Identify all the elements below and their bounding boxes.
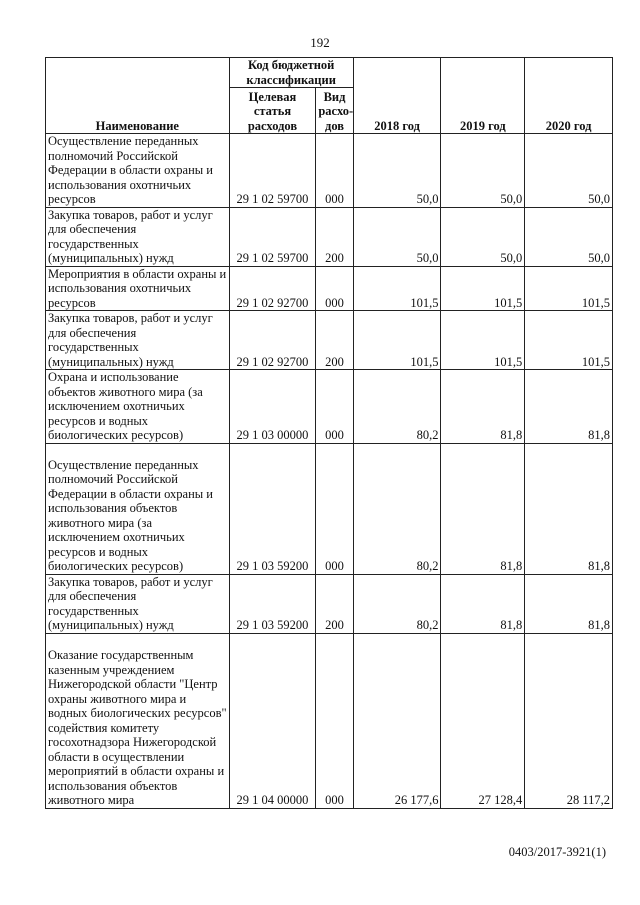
row-target-article: 29 1 02 92700	[229, 266, 316, 311]
row-value-2020: 81,8	[525, 370, 613, 444]
row-expense-type: 200	[316, 311, 353, 370]
row-expense-type: 000	[316, 443, 353, 574]
document-code: 0403/2017-3921(1)	[508, 845, 606, 859]
row-name: Мероприятия в области охраны и использования охотничьих ресурсов	[46, 266, 230, 311]
row-value-2020: 101,5	[525, 311, 613, 370]
row-value-2019: 81,8	[441, 574, 525, 633]
row-value-2020: 81,8	[525, 443, 613, 574]
row-value-2019: 101,5	[441, 311, 525, 370]
row-target-article: 29 1 02 92700	[229, 311, 316, 370]
row-target-article: 29 1 02 59700	[229, 134, 316, 208]
row-value-2019: 27 128,4	[441, 633, 525, 808]
row-value-2019: 81,8	[441, 370, 525, 444]
header-name: Наименование	[46, 58, 230, 134]
table-row	[46, 207, 613, 266]
budget-table	[45, 57, 613, 809]
row-value-2019: 101,5	[441, 266, 525, 311]
row-name: Закупка товаров, работ и услуг для обеспечения государственных (муниципальных) нужд	[46, 574, 230, 633]
header-expense-type: Вид расхо-дов	[316, 88, 353, 134]
row-value-2018: 26 177,6	[353, 633, 441, 808]
row-value-2018: 50,0	[353, 207, 441, 266]
table-row	[46, 574, 613, 633]
row-target-article: 29 1 03 59200	[229, 574, 316, 633]
header-year-2020: 2020 год	[525, 58, 613, 134]
row-target-article: 29 1 02 59700	[229, 207, 316, 266]
row-value-2018: 80,2	[353, 443, 441, 574]
row-name: Осуществление переданных полномочий Российской Федерации в области охраны и использования охотничьих ресурсов	[46, 134, 230, 208]
row-target-article: 29 1 04 00000	[229, 633, 316, 808]
row-target-article: 29 1 03 00000	[229, 370, 316, 444]
row-expense-type: 000	[316, 134, 353, 208]
row-expense-type: 200	[316, 574, 353, 633]
row-name: Закупка товаров, работ и услуг для обеспечения государственных (муниципальных) нужд	[46, 207, 230, 266]
row-value-2018: 101,5	[353, 311, 441, 370]
row-target-article: 29 1 03 59200	[229, 443, 316, 574]
row-value-2019: 50,0	[441, 134, 525, 208]
row-expense-type: 000	[316, 370, 353, 444]
row-value-2020: 101,5	[525, 266, 613, 311]
header-target-article: Целевая статья расходов	[229, 88, 316, 134]
page-number: 192	[310, 35, 330, 50]
row-expense-type: 200	[316, 207, 353, 266]
row-name: Оказание государственным казенным учреждением Нижегородской области "Центр охраны животного мира и водных биологических ресурсов" содействия комитету госохотнадзора Нижегородской области в осуществлении мероприятий в области охраны и использования объектов животного мира	[46, 633, 230, 808]
table-row	[46, 633, 613, 808]
row-value-2020: 50,0	[525, 134, 613, 208]
row-expense-type: 000	[316, 633, 353, 808]
row-value-2019: 50,0	[441, 207, 525, 266]
row-value-2018: 101,5	[353, 266, 441, 311]
row-value-2018: 80,2	[353, 370, 441, 444]
row-value-2020: 50,0	[525, 207, 613, 266]
table-row	[46, 311, 613, 370]
row-value-2020: 28 117,2	[525, 633, 613, 808]
row-name: Закупка товаров, работ и услуг для обеспечения государственных (муниципальных) нужд	[46, 311, 230, 370]
header-year-2019: 2019 год	[441, 58, 525, 134]
row-value-2019: 81,8	[441, 443, 525, 574]
header-year-2018: 2018 год	[353, 58, 441, 134]
header-budget-code: Код бюджетной классификации	[229, 58, 353, 88]
row-name: Осуществление переданных полномочий Российской Федерации в области охраны и использования объектов животного мира (за исключением охотничьих ресурсов и водных биологических ресурсов)	[46, 443, 230, 574]
row-expense-type: 000	[316, 266, 353, 311]
table-row	[46, 370, 613, 444]
row-value-2020: 81,8	[525, 574, 613, 633]
row-name: Охрана и использование объектов животного мира (за исключением охотничьих ресурсов и водных биологических ресурсов)	[46, 370, 230, 444]
table-row	[46, 134, 613, 208]
row-value-2018: 80,2	[353, 574, 441, 633]
row-value-2018: 50,0	[353, 134, 441, 208]
table-row	[46, 266, 613, 311]
table-row	[46, 443, 613, 574]
